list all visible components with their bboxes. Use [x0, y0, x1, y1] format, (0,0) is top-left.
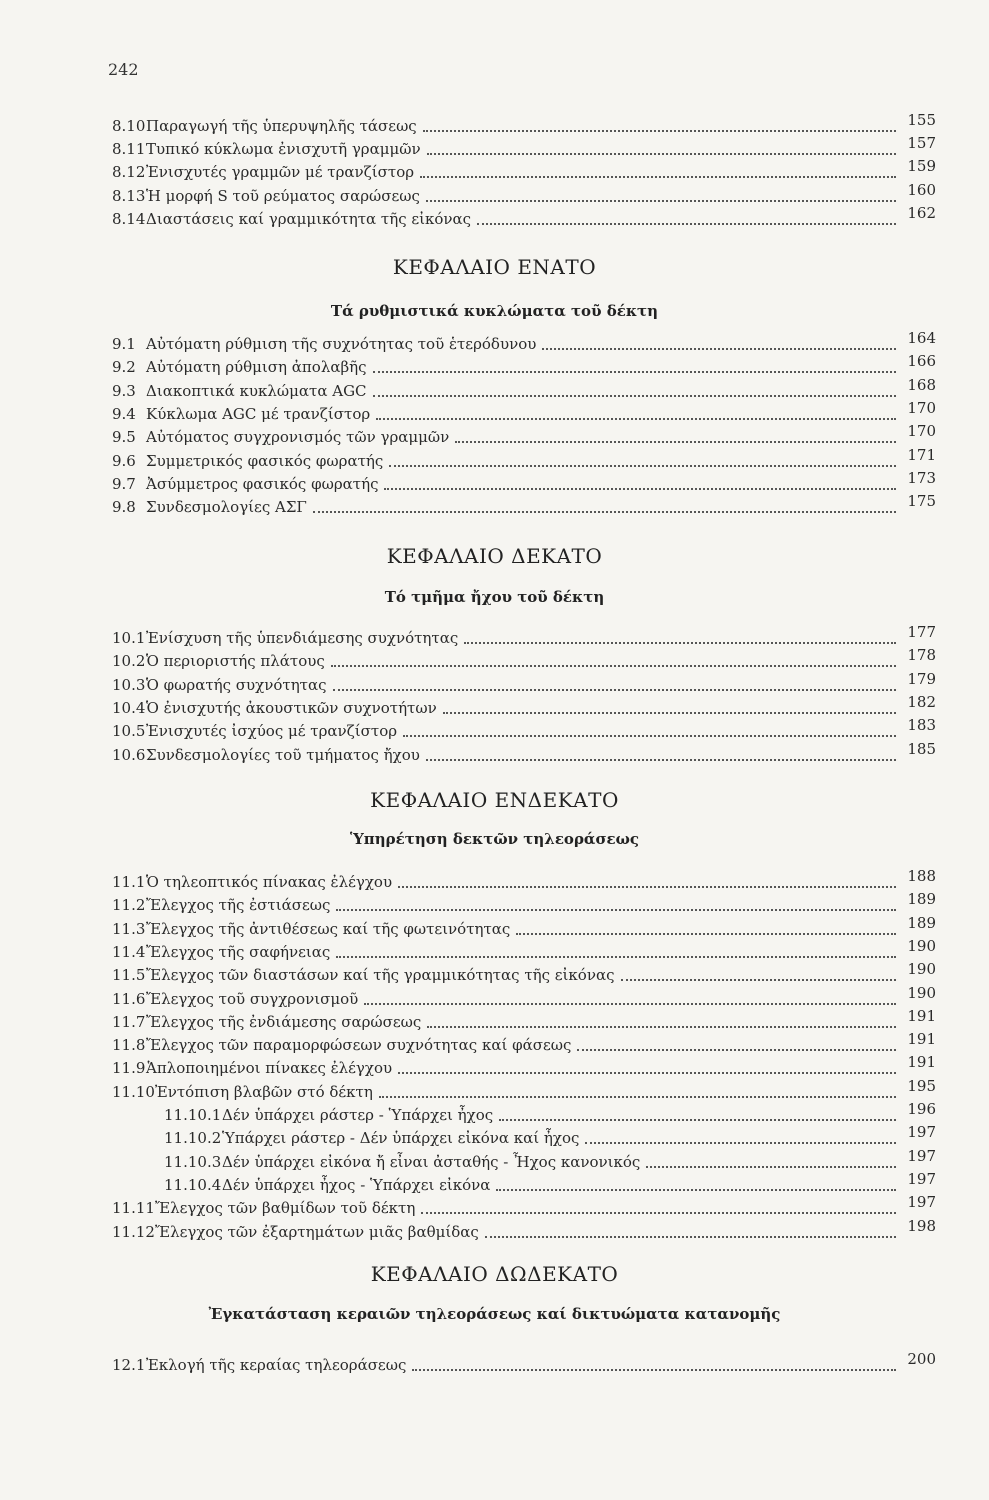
entry-title: Ἐνισχυτές ἰσχύος μέ τρανζίστορ — [146, 722, 398, 741]
dot-leader — [426, 758, 896, 761]
entry-page-number: 190 — [907, 936, 936, 955]
toc-entry — [112, 625, 936, 647]
entry-page-number: 200 — [907, 1350, 936, 1368]
entry-page-number: 183 — [907, 716, 936, 735]
entry-number: 11.3 — [112, 919, 146, 938]
entry-number: 9.2 — [112, 358, 136, 377]
entry-number: 10.2 — [112, 652, 146, 671]
toc-entry — [112, 648, 936, 670]
entry-number: 11.12 — [112, 1222, 155, 1241]
entry-page-number: 168 — [907, 375, 936, 394]
entry-title: Ἔλεγχος τῶν παραμορφώσεων συχνότητας καί φάσεως — [146, 1036, 572, 1055]
entry-page-number: 189 — [907, 890, 936, 909]
entry-page-number: 189 — [907, 913, 936, 932]
entry-number: 11.10.4 — [164, 1175, 222, 1194]
entry-page-number: 166 — [907, 352, 936, 371]
dot-leader — [389, 464, 896, 467]
toc-entry — [112, 1076, 936, 1101]
entry-number: 11.6 — [112, 989, 146, 1008]
toc-entry — [112, 354, 936, 376]
entry-page-number: 190 — [907, 983, 936, 1002]
entry-number: 11.10.1 — [164, 1106, 222, 1124]
dot-leader — [477, 222, 896, 225]
entry-page-number: 170 — [907, 398, 936, 417]
dot-leader — [376, 417, 896, 420]
dot-leader — [336, 908, 896, 911]
entry-page-number: 178 — [907, 646, 936, 665]
entry-title: Ἔλεγχος τῶν ἐξαρτημάτων μιᾶς βαθμίδας — [154, 1222, 479, 1241]
dot-leader — [364, 1002, 896, 1005]
entry-number: 11.10.3 — [164, 1152, 222, 1171]
toc-entry — [112, 445, 936, 470]
dot-leader — [423, 129, 896, 132]
toc-entry — [112, 718, 936, 740]
entry-title: Διαστάσεις καί γραμμικότητα τῆς εἰκόνας — [146, 209, 472, 228]
toc-entry — [112, 739, 936, 764]
entry-number: 11.10.2 — [164, 1129, 222, 1148]
entry-page-number: 190 — [907, 960, 936, 979]
dot-leader — [443, 711, 896, 714]
dot-leader — [379, 1095, 896, 1098]
entry-title: Ἔλεγχος τῆς ἀντιθέσεως καί τῆς φωτεινότητας — [146, 919, 511, 938]
toc-entry — [112, 913, 936, 938]
entry-title: Ὁ φωρατής συχνότητας — [146, 675, 327, 694]
toc-entry — [164, 1102, 936, 1124]
entry-title: Ἐνισχυτές γραμμῶν μέ τρανζίστορ — [146, 163, 415, 182]
entry-title: Αὐτόματος συγχρονισμός τῶν γραμμῶν — [146, 428, 450, 447]
chapter-heading: ΚΕΦΑΛΑΙΟ ΔΕΚΑΤΟ — [386, 544, 603, 568]
toc-entry — [112, 398, 936, 423]
entry-page-number: 196 — [907, 1100, 936, 1118]
toc-entry — [112, 669, 936, 694]
entry-number: 11.5 — [112, 966, 146, 985]
entry-page-number: 170 — [907, 422, 936, 441]
entry-title: Ὁ ἐνισχυτής ἀκουστικῶν συχνοτήτων — [146, 698, 437, 717]
entry-number: 8.10 — [112, 117, 146, 135]
dot-leader — [333, 688, 896, 691]
dot-leader — [499, 1118, 896, 1121]
dot-leader — [577, 1048, 896, 1051]
toc-entry — [112, 1032, 936, 1054]
toc-entry — [164, 1125, 936, 1147]
entry-page-number: 197 — [907, 1193, 936, 1212]
page-number: 242 — [108, 60, 139, 79]
toc-entry — [112, 203, 936, 228]
entry-title: Διακοπτικά κυκλώματα AGC — [146, 381, 367, 400]
entry-title: Ἔλεγχος τῶν διαστάσων καί τῆς γραμμικότητας τῆς εἰκόνας — [146, 966, 615, 985]
toc-entry — [112, 375, 936, 400]
entry-title: Παραγωγή τῆς ὑπερυψηλῆς τάσεως — [146, 117, 417, 135]
entry-number: 11.4 — [112, 942, 146, 961]
entry-title: Ὁ περιοριστής πλάτους — [146, 652, 325, 671]
entry-number: 8.14 — [112, 209, 146, 228]
dot-leader — [426, 199, 896, 202]
toc-entry — [112, 494, 936, 516]
entry-number: 11.11 — [112, 1199, 155, 1218]
entry-page-number: 179 — [907, 669, 936, 688]
dot-leader — [336, 955, 896, 958]
dot-leader — [412, 1368, 896, 1371]
dot-leader — [646, 1165, 896, 1168]
entry-number: 8.11 — [112, 140, 146, 159]
entry-title: Κύκλωμα AGC μέ τρανζίστορ — [146, 404, 371, 423]
toc-entry — [164, 1146, 936, 1171]
entry-number: 11.8 — [112, 1036, 146, 1055]
dot-leader — [427, 1025, 896, 1028]
entry-title: Δέν ὑπάρχει εἰκόνα ἤ εἶναι ἀσταθής - Ἦχος κανονικός — [222, 1152, 641, 1171]
entry-title: Δέν ὑπάρχει ἦχος - Ὑπάρχει εἰκόνα — [222, 1175, 491, 1194]
entry-page-number: 175 — [907, 492, 936, 511]
entry-number: 10.5 — [112, 722, 146, 741]
toc-entry — [112, 113, 936, 135]
entry-page-number: 195 — [907, 1076, 936, 1095]
entry-title: Ἔλεγχος τῶν βαθμίδων τοῦ δέκτη — [154, 1199, 416, 1218]
toc-entry — [112, 692, 936, 717]
toc-entry — [112, 962, 936, 984]
entry-number: 9.8 — [112, 498, 136, 517]
entry-page-number: 171 — [907, 445, 936, 464]
entry-number: 11.7 — [112, 1012, 146, 1031]
entry-title: Τυπικό κύκλωμα ἐνισχυτῆ γραμμῶν — [146, 140, 421, 159]
dot-leader — [331, 664, 896, 667]
toc-entry — [112, 892, 936, 914]
entry-page-number: 159 — [907, 157, 936, 176]
dot-leader — [421, 1211, 896, 1214]
entry-page-number: 155 — [907, 111, 936, 129]
entry-number: 10.4 — [112, 698, 146, 717]
toc-entry — [112, 180, 936, 205]
entry-title: Αὐτόματη ρύθμιση ἀπολαβῆς — [146, 358, 367, 377]
entry-title: Ἔλεγχος τῆς ἐστιάσεως — [146, 896, 331, 915]
dot-leader — [585, 1141, 896, 1144]
entry-title: Αὐτόματη ρύθμιση τῆς συχνότητας τοῦ ἑτερόδυνου — [146, 335, 537, 353]
entry-title: Ἀσύμμετρος φασικός φωρατής — [146, 474, 379, 493]
dot-leader — [420, 175, 896, 178]
entry-page-number: 185 — [907, 739, 936, 758]
toc-entry — [112, 869, 936, 891]
entry-title: Ἔλεγχος τῆς σαφήνειας — [146, 942, 331, 961]
entry-page-number: 188 — [907, 867, 936, 885]
entry-title: Ἔλεγχος τῆς ἐνδιάμεσης σαρώσεως — [146, 1012, 422, 1031]
entry-title: Ἐνίσχυση τῆς ὑπενδιάμεσης συχνότητας — [146, 629, 459, 647]
chapter-heading: ΚΕΦΑΛΑΙΟ ΕΝΔΕΚΑΤΟ — [370, 788, 619, 812]
toc-entry — [112, 1006, 936, 1031]
dot-leader — [403, 734, 896, 737]
dot-leader — [542, 347, 896, 350]
dot-leader — [516, 932, 896, 935]
entry-title: Συνδεσμολογίες τοῦ τμήματος ἤχου — [146, 745, 420, 764]
entry-page-number: 182 — [907, 692, 936, 711]
toc-entry — [112, 1055, 936, 1077]
toc-entry — [112, 424, 936, 446]
entry-page-number: 197 — [907, 1123, 936, 1142]
chapter-subtitle: Ἐγκατάσταση κεραιῶν τηλεοράσεως καί δικτυώματα κατανομῆς — [208, 1305, 781, 1323]
chapter-subtitle: Τά ρυθμιστικά κυκλώματα τοῦ δέκτη — [330, 302, 659, 320]
entry-title: Ὁ τηλεοπτικός πίνακας ἐλέγχου — [146, 873, 393, 891]
entry-number: 9.5 — [112, 428, 136, 447]
chapter-subtitle: Τό τμῆμα ἤχου τοῦ δέκτη — [384, 588, 605, 606]
entry-number: 8.12 — [112, 163, 146, 182]
entry-title: Ἐκλογή τῆς κεραίας τηλεοράσεως — [146, 1356, 407, 1374]
entry-page-number: 173 — [907, 468, 936, 487]
entry-page-number: 197 — [907, 1146, 936, 1165]
entry-number: 12.1 — [112, 1356, 146, 1374]
entry-number: 9.7 — [112, 474, 136, 493]
entry-title: Ἔλεγχος τοῦ συγχρονισμοῦ — [146, 989, 359, 1008]
dot-leader — [384, 487, 896, 490]
entry-number: 9.3 — [112, 381, 136, 400]
entry-number: 10.3 — [112, 675, 146, 694]
entry-number: 11.9 — [112, 1059, 146, 1078]
toc-entry — [112, 331, 936, 353]
entry-page-number: 191 — [907, 1030, 936, 1049]
dot-leader — [398, 885, 896, 888]
entry-page-number: 157 — [907, 134, 936, 153]
entry-title: Συνδεσμολογίες ΑΣΓ — [146, 498, 307, 517]
entry-number: 8.13 — [112, 186, 146, 205]
entry-number: 9.1 — [112, 335, 136, 353]
entry-page-number: 197 — [907, 1169, 936, 1188]
entry-page-number: 191 — [907, 1006, 936, 1025]
toc-entry — [164, 1169, 936, 1194]
dot-leader — [373, 370, 896, 373]
entry-number: 9.6 — [112, 451, 136, 470]
dot-leader — [427, 152, 896, 155]
dot-leader — [373, 394, 896, 397]
dot-leader — [496, 1188, 896, 1191]
entry-page-number: 162 — [907, 203, 936, 222]
entry-title: Συμμετρικός φασικός φωρατής — [146, 451, 384, 470]
entry-page-number: 164 — [907, 329, 936, 347]
entry-page-number: 177 — [907, 623, 936, 641]
dot-leader — [485, 1235, 896, 1238]
entry-page-number: 198 — [907, 1216, 936, 1235]
entry-number: 10.6 — [112, 745, 146, 764]
entry-title: Ἁπλοποιημένοι πίνακες ἐλέγχου — [146, 1059, 393, 1078]
dot-leader — [621, 978, 897, 981]
entry-number: 11.1 — [112, 873, 146, 891]
toc-entry — [112, 936, 936, 961]
entry-number: 10.1 — [112, 629, 146, 647]
toc-entry — [112, 1216, 936, 1241]
entry-title: Ὑπάρχει ράστερ - Δέν ὑπάρχει εἰκόνα καί ἦχος — [222, 1129, 580, 1148]
entry-page-number: 160 — [907, 180, 936, 199]
entry-number: 11.2 — [112, 896, 146, 915]
dot-leader — [455, 440, 896, 443]
toc-entry — [112, 136, 936, 158]
entry-number: 11.10 — [112, 1082, 155, 1101]
entry-number: 9.4 — [112, 404, 136, 423]
entry-title: Ἡ μορφή S τοῦ ρεύματος σαρώσεως — [146, 186, 420, 205]
dot-leader — [313, 510, 896, 513]
toc-entry — [112, 468, 936, 493]
dot-leader — [464, 641, 896, 644]
dot-leader — [398, 1071, 896, 1074]
toc-entry — [112, 1195, 936, 1217]
chapter-heading: ΚΕΦΑΛΑΙΟ ΕΝΑΤΟ — [392, 255, 597, 279]
toc-entry — [112, 159, 936, 181]
entry-title: Ἐντόπιση βλαβῶν στό δέκτη — [154, 1082, 373, 1101]
chapter-heading: ΚΕΦΑΛΑΙΟ ΔΩΔΕΚΑΤΟ — [370, 1262, 619, 1286]
toc-entry — [112, 1352, 936, 1374]
chapter-subtitle: Ὑπηρέτηση δεκτῶν τηλεοράσεως — [349, 830, 640, 848]
toc-entry — [112, 983, 936, 1008]
entry-page-number: 191 — [907, 1053, 936, 1072]
entry-title: Δέν ὑπάρχει ράστερ - Ὑπάρχει ἦχος — [222, 1106, 494, 1124]
